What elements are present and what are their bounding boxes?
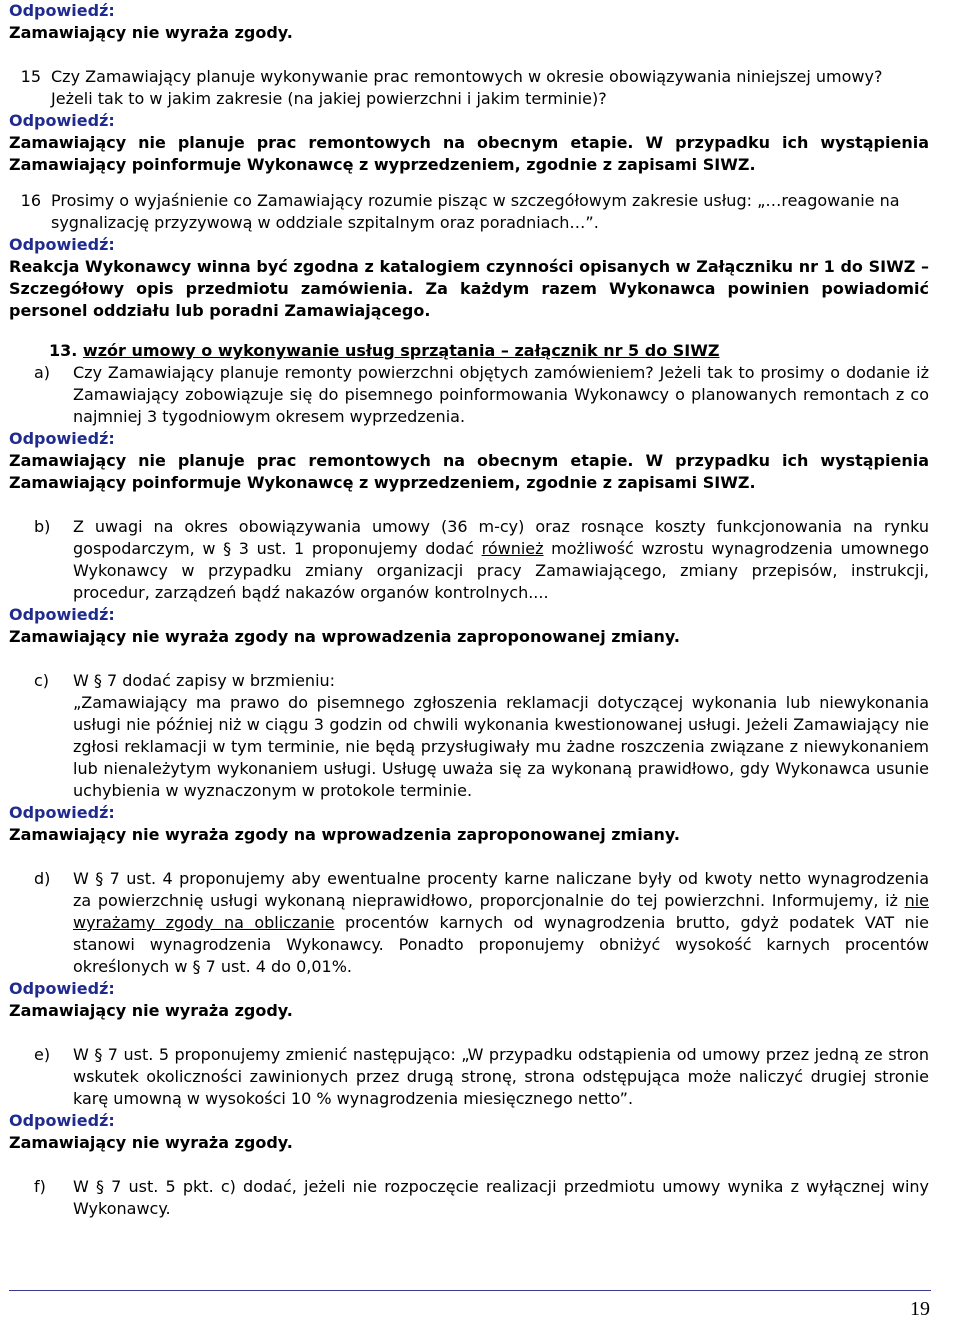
answer-text: Zamawiający nie wyraża zgody.: [9, 1133, 293, 1152]
answer-label: Odpowiedź:: [9, 803, 115, 822]
answer-label: Odpowiedź:: [9, 605, 115, 624]
question-number: 15: [20, 67, 41, 86]
footer-divider: [9, 1290, 931, 1291]
answer-label: Odpowiedź:: [9, 235, 115, 254]
item-letter: a): [34, 363, 51, 382]
answer-text: Zamawiający nie planuje prac remontowych na obecnym etapie. W przypadku ich wystąpienia Zamawiający poinformuje Wykonawcę z wyprzedzeniem, zgodnie z zapisami SIWZ.: [9, 133, 930, 174]
question-15: [9, 66, 929, 110]
item-letter: e): [34, 1045, 51, 1064]
answer-label: Odpowiedź:: [9, 1111, 115, 1130]
item-c: [9, 670, 929, 692]
item-text: W § 7 ust. 4 proponujemy aby ewentualne procenty karne naliczane były od kwoty netto wynagrodzenia za powierzchnię usługi wykonaną nieprawidłowo, proporcjonalnie do tej powierzchni. Informujemy, iż nie wyrażamy zgody na obliczanie procentów karnych od wynagrodzenia brutto, gdyż podatek VAT nie stanowi wynagrodzenia Wykonawcy. Ponadto proponujemy obniżyć wysokość karnych procentów określonych w § 7 ust. 4 do 0,01%.: [73, 869, 929, 976]
item-text: W § 7 ust. 5 pkt. c) dodać, jeżeli nie rozpoczęcie realizacji przedmiotu umowy wynika z wyłącznej winy Wykonawcy.: [73, 1177, 929, 1218]
item-letter: d): [34, 869, 51, 888]
item-text: W § 7 ust. 5 proponujemy zmienić następująco: „W przypadku odstąpienia od umowy przez jedną ze stron wskutek okoliczności zawinionych przez drugą stronę, strona odstępująca może naliczyć drugiej stronie karę umowną w wysokości 10 % wynagrodzenia miesięcznego netto”.: [73, 1045, 929, 1108]
quoted-clause: „Zamawiający ma prawo do pisemnego zgłoszenia reklamacji dotyczącej wykonania lub niewykonania usługi nie później niż w ciągu 3 godzin od chwili wykonania kwestionowanej usługi. Jeżeli Zamawiający nie zgłosi reklamacji w tym terminie, nie będą przysługiwały mu żadne roszczenia związane z niewykonaniem lub nienależytym wykonaniem usługi. Usługę uważa się za wykonaną prawidłowo, gdy Wykonawca usunie uchybienia w wyznaczonym w protokole terminie.: [73, 693, 929, 800]
section-title: wzór umowy o wykonywanie usług sprzątania – załącznik nr 5 do SIWZ: [82, 341, 720, 360]
answer-label: Odpowiedź:: [9, 429, 115, 448]
item-letter: c): [34, 671, 50, 690]
item-letter: b): [34, 517, 51, 536]
answer-text: Zamawiający nie wyraża zgody na wprowadzenia zaproponowanej zmiany.: [9, 825, 680, 844]
question-16: [9, 190, 929, 234]
question-text: Czy Zamawiający planuje wykonywanie prac remontowych w okresie obowiązywania niniejszej umowy? Jeżeli tak to w jakim zakresie (na jakiej powierzchni i jakim terminie)?: [51, 67, 883, 108]
question-text: Prosimy o wyjaśnienie co Zamawiający rozumie pisząc w szczegółowym zakresie usług: „…reagowanie na sygnalizację przyzywową w oddziale szpitalnym oraz poradniach…”.: [51, 191, 900, 232]
item-d: [9, 868, 929, 978]
answer-label: Odpowiedź:: [9, 111, 115, 130]
answer-text: Zamawiający nie wyraża zgody.: [9, 1001, 293, 1020]
item-a: [9, 362, 929, 428]
answer-text: Zamawiający nie planuje prac remontowych na obecnym etapie. W przypadku ich wystąpienia Zamawiający poinformuje Wykonawcę z wyprzedzeniem, zgodnie z zapisami SIWZ.: [9, 451, 930, 492]
item-text: W § 7 dodać zapisy w brzmieniu:: [73, 671, 336, 690]
section-13-heading: [9, 340, 929, 362]
answer-text: Zamawiający nie wyraża zgody.: [9, 23, 293, 42]
question-number: 16: [20, 191, 41, 210]
section-number: 13.: [49, 341, 78, 360]
item-text: Czy Zamawiający planuje remonty powierzchni objętych zamówieniem? Jeżeli tak to prosimy o dodanie iż Zamawiający zobowiązuje się do pisemnego poinformowania Wykonawcy o planowanych remontach z co najmniej 3 tygodniowym okresem wyprzedzenia.: [73, 363, 929, 426]
item-b: [9, 516, 929, 604]
answer-text: Reakcja Wykonawcy winna być zgodna z katalogiem czynności opisanych w Załączniku nr 1 do SIWZ – Szczegółowy opis przedmiotu zamówienia. Za każdym razem Wykonawca powinien powiadomić personel oddziału lub poradni Zamawiającego.: [9, 257, 929, 320]
item-e: [9, 1044, 929, 1110]
item-f: [9, 1176, 929, 1220]
page-number: 19: [910, 1298, 930, 1320]
answer-label: Odpowiedź:: [9, 979, 115, 998]
document-page: [9, 0, 929, 1220]
answer-label: Odpowiedź:: [9, 1, 115, 20]
item-text: Z uwagi na okres obowiązywania umowy (36 m-cy) oraz rosnące koszty funkcjonowania na rynku gospodarczym, w § 3 ust. 1 proponujemy dodać również możliwość wzrostu wynagrodzenia umownego Wykonawcy w przypadku zmiany organizacji pracy Zamawiającego, zmiany przepisów, instrukcji, procedur, zarządzeń bądź nakazów organów kontrolnych....: [73, 517, 929, 602]
answer-text: Zamawiający nie wyraża zgody na wprowadzenia zaproponowanej zmiany.: [9, 627, 680, 646]
item-letter: f): [34, 1177, 46, 1196]
